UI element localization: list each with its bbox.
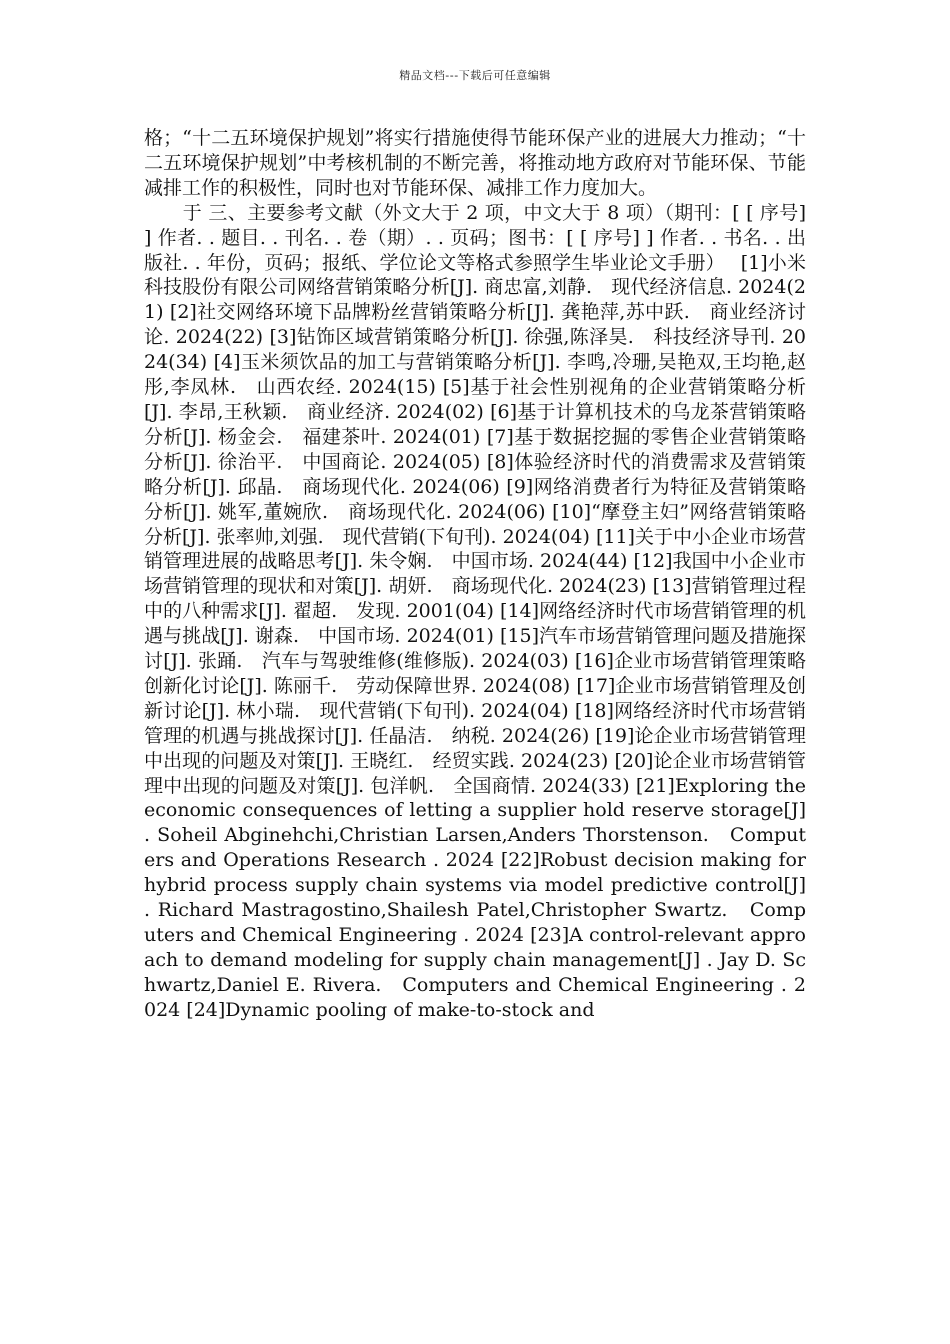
paragraph-references: 于 三、主要参考文献（外文大于 2 项，中文大于 8 项）（期刊：[ [ 序号] ] 作者. . 题目. . 刊名. . 卷（期）. . 页码；图书：[ [ 序号] ] 作者. . 书名. . 出版社. . 年份，页码；报纸、学位论文等格式参照学生毕业论文手册） [1]小米科技股份有限公司网络营销策略分析[J]. 商忠富,刘静. 现代经济信息. 2024(21) [2]社交网络环境下品牌粉丝营销策略分析[J]. 龚艳萍,苏中跃. 商业经济讨论. 2024(22) [3]钻饰区域营销策略分析[J]. 徐强,陈泽昊. 科技经济导刊. 2024(34) [4]玉米须饮品的加工与营销策略分析[J]. 李鸣,冷珊,吴艳双,王均艳,赵彤,李凤林. 山西农经. 2024(15) [5]基于社会性别视角的企业营销策略分析[J]. 李昂,王秋颖. 商业经济. 2024(02) [6]基于计算机技术的乌龙茶营销策略分析[J]. 杨金会. 福建茶叶. 2024(01) [7]基于数据挖掘的零售企业营销策略分析[J]. 徐治平. 中国商论. 2024(05) [8]体验经济时代的消费需求及营销策略分析[J]. 邱晶. 商场现代化. 2024(06) [9]网络消费者行为特征及营销策略分析[J]. 姚军,董婉欣. 商场现代化. 2024(06) [10]“摩登主妇”网络营销策略分析[J]. 张率帅,刘强. 现代营销(下旬刊). 2024(04) [11]关于中小企业市场营销管理进展的战略思考[J]. 朱令娴. 中国市场. 2024(44) [12]我国中小企业市场营销管理的现状和对策[J]. 胡妍. 商场现代化. 2024(23) [13]营销管理过程中的八种需求[J]. 翟超. 发现. 2001(04) [14]网络经济时代市场营销管理的机遇与挑战[J]. 谢森. 中国市场. 2024(01) [15]汽车市场营销管理问题及措施探讨[J]. 张踊. 汽车与驾驶维修(维修版). 2024(03) [16]企业市场营销管理策略创新化讨论[J]. 陈丽千. 劳动保障世界. 2024(08) [17]企业市场营销管理及创新讨论[J]. 林小瑞. 现代营销(下旬刊). 2024(04) [18]网络经济时代市场营销管理的机遇与挑战探讨[J]. 任晶洁. 纳税. 2024(26) [19]论企业市场营销管理中出现的问题及对策[J]. 王晓红. 经贸实践. 2024(23) [20]论企业市场营销管理中出现的问题及对策[J]. 包洋帆. 全国商情. 2024(33) [21]Exploring the economic consequences of letting a supplier hold reserve storage[J] . Soheil Abginehchi,Christian Larsen,Anders Thorstenson. Computers and Operations Research . 2024 [22]Robust decision making for hybrid process supply chain systems via model predictive control[J] . Richard Mastragostino,Shailesh Patel,Christopher Swartz. Computers and Chemical Engineering . 2024 [23]A control-relevant approach to demand modeling for supply chain management[J] . Jay D. Schwartz,Daniel E. Rivera. Computers and Chemical Engineering . 2024 [24]Dynamic pooling of make-to-stock and: [144, 201, 806, 1021]
paragraph-environment-policy: 格；“十二五环境保护规划”将实行措施使得节能环保产业的进展大力推动；“十二五环境保护规划”中考核机制的不断完善，将推动地方政府对节能环保、节能减排工作的积极性，同时也对节能环保、减排工作力度加大。: [144, 127, 806, 199]
page-header: 精品文档---下载后可任意编辑: [399, 69, 551, 82]
body-text: [144, 126, 806, 1023]
